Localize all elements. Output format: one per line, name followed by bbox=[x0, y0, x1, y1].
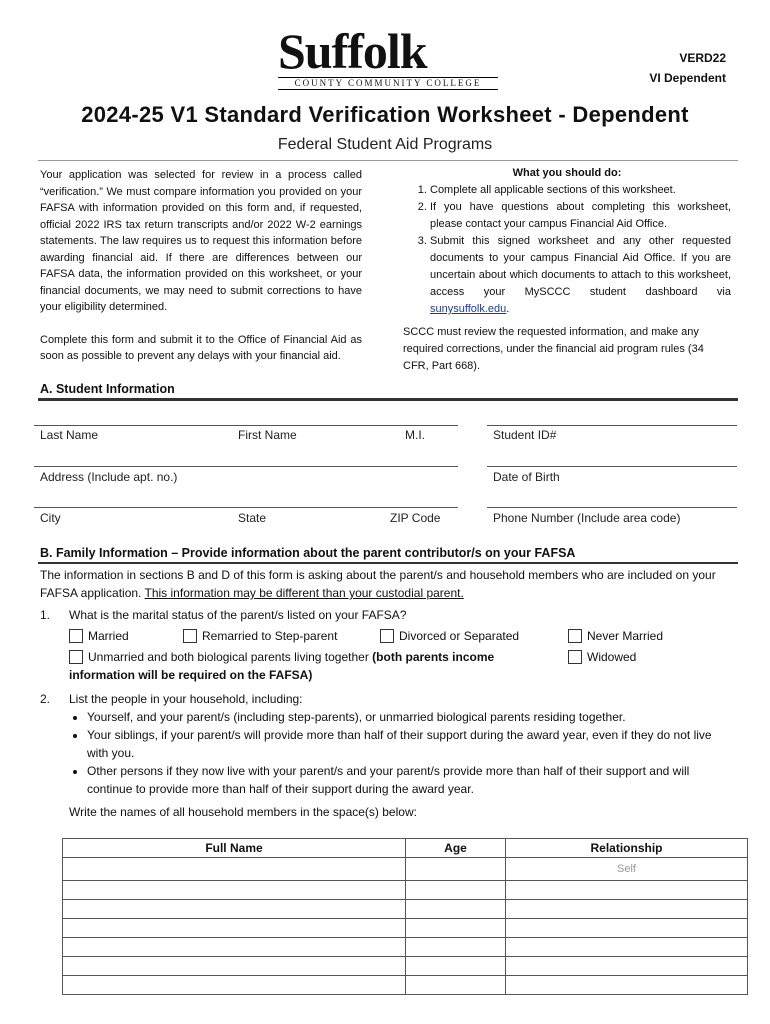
household-bullets: • Yourself, and your parent/s (including step-parents), or unmarried biological parents residing together. • Your siblings, if your parent/s will provide more than half of their support during the award year, even if they do not live with you. • Other persons if they now live with your parent/s and your parent/s provide more than half of their support and will continue to provide more than half of their support during the award year. bbox=[87, 708, 735, 798]
dob-label: Date of Birth bbox=[493, 470, 560, 484]
phone-line[interactable] bbox=[487, 507, 737, 508]
form-code: VERD22 VI Dependent bbox=[649, 51, 726, 85]
option-remarried[interactable]: Remarried to Step-parent bbox=[183, 627, 337, 645]
option-unmarried[interactable]: Unmarried and both biological parents living together (both parents income information will be required on the FAFSA) bbox=[69, 650, 495, 682]
section-b-rule bbox=[38, 562, 738, 564]
table-row[interactable] bbox=[63, 957, 748, 976]
last-name-label: Last Name bbox=[40, 428, 99, 442]
name-line[interactable] bbox=[34, 425, 458, 426]
section-a-rule bbox=[38, 398, 738, 401]
table-row[interactable] bbox=[63, 881, 748, 900]
intro-text: Your application was selected for review in a process called “verification.” We must compare information you provided on your FAFSA with information provided on this form and, if requested, official 2022 IRS tax return transcripts and/or 2022 W-2 earnings statements. The law requires us to request this information before awarding financial aid. If there are differences between our FAFSA data, the information provided on this worksheet, or your financial documents, we may need to submit corrections to have your eligibility determined. Complete this form and submit it to the Office of Financial Aid as soon as possible to prevent any delays with your financial aid. bbox=[40, 169, 362, 362]
dob-line[interactable] bbox=[487, 466, 737, 467]
checkbox[interactable] bbox=[183, 629, 197, 643]
college-logo: Suffolk COUNTY COMMUNITY COLLEGE bbox=[276, 26, 500, 90]
option-divorced[interactable]: Divorced or Separated bbox=[380, 627, 519, 645]
table-row[interactable] bbox=[63, 976, 748, 995]
write-names-instruction: Write the names of all household members in the space(s) below: bbox=[69, 805, 417, 819]
phone-label: Phone Number (Include area code) bbox=[493, 511, 681, 525]
city-line[interactable] bbox=[34, 507, 458, 508]
table-row[interactable] bbox=[63, 919, 748, 938]
section-b-intro: The information in sections B and D of this form is asking about the parent/s and household members who are included on your FAFSA application. This information may be different than your custodial parent. bbox=[40, 568, 716, 600]
q1-number: 1. bbox=[40, 608, 51, 622]
section-b-title: B. Family Information – Provide information about the parent contributor/s on your FAFSA bbox=[40, 546, 576, 560]
checkbox[interactable] bbox=[69, 629, 83, 643]
table-row[interactable] bbox=[63, 900, 748, 919]
option-widowed[interactable]: Widowed bbox=[568, 648, 636, 666]
mi-label: M.I. bbox=[405, 428, 425, 442]
first-name-label: First Name bbox=[238, 428, 297, 442]
table-row[interactable] bbox=[63, 938, 748, 957]
checkbox[interactable] bbox=[568, 650, 582, 664]
q1-text: What is the marital status of the parent/s listed on your FAFSA? bbox=[69, 608, 407, 622]
checkbox[interactable] bbox=[568, 629, 582, 643]
address-label: Address (Include apt. no.) bbox=[40, 470, 178, 484]
sunysuffolk-link[interactable]: sunysuffolk.edu bbox=[430, 303, 507, 315]
city-label: City bbox=[40, 511, 61, 525]
option-married[interactable]: Married bbox=[69, 627, 129, 645]
page-subtitle: Federal Student Aid Programs bbox=[277, 136, 493, 153]
checkbox[interactable] bbox=[380, 629, 394, 643]
student-id-line[interactable] bbox=[487, 425, 737, 426]
instructions: What you should do: 1. Complete all applicable sections of this worksheet. 2. If you have questions about completing this worksheet, please contact your campus Financial Aid Office. 3. Submit this signed worksheet and any other requested documents to your campus Financial Aid Office. If you are uncertain about which documents to attach to this worksheet, access your MySCCC student dashboard via sunysuffolk.edu. SCCC must review the requested information, and make any required corrections, under the financial aid program rules (34 CFR, Part 668). bbox=[403, 165, 731, 375]
table-row[interactable]: Self bbox=[63, 858, 748, 881]
page-title: 2024-25 V1 Standard Verification Worksheet - Dependent bbox=[81, 102, 689, 127]
address-line[interactable] bbox=[34, 466, 458, 467]
q2-text: List the people in your household, including: bbox=[69, 692, 303, 706]
household-table bbox=[62, 838, 748, 995]
q2-number: 2. bbox=[40, 692, 51, 706]
divider bbox=[38, 160, 738, 161]
table-header: Full Name Age Relationship bbox=[63, 839, 748, 858]
state-label: State bbox=[238, 511, 267, 525]
checkbox[interactable] bbox=[69, 650, 83, 664]
student-id-label: Student ID# bbox=[493, 428, 557, 442]
section-a-title: A. Student Information bbox=[40, 382, 175, 396]
option-never-married[interactable]: Never Married bbox=[568, 627, 663, 645]
zip-label: ZIP Code bbox=[390, 511, 441, 525]
